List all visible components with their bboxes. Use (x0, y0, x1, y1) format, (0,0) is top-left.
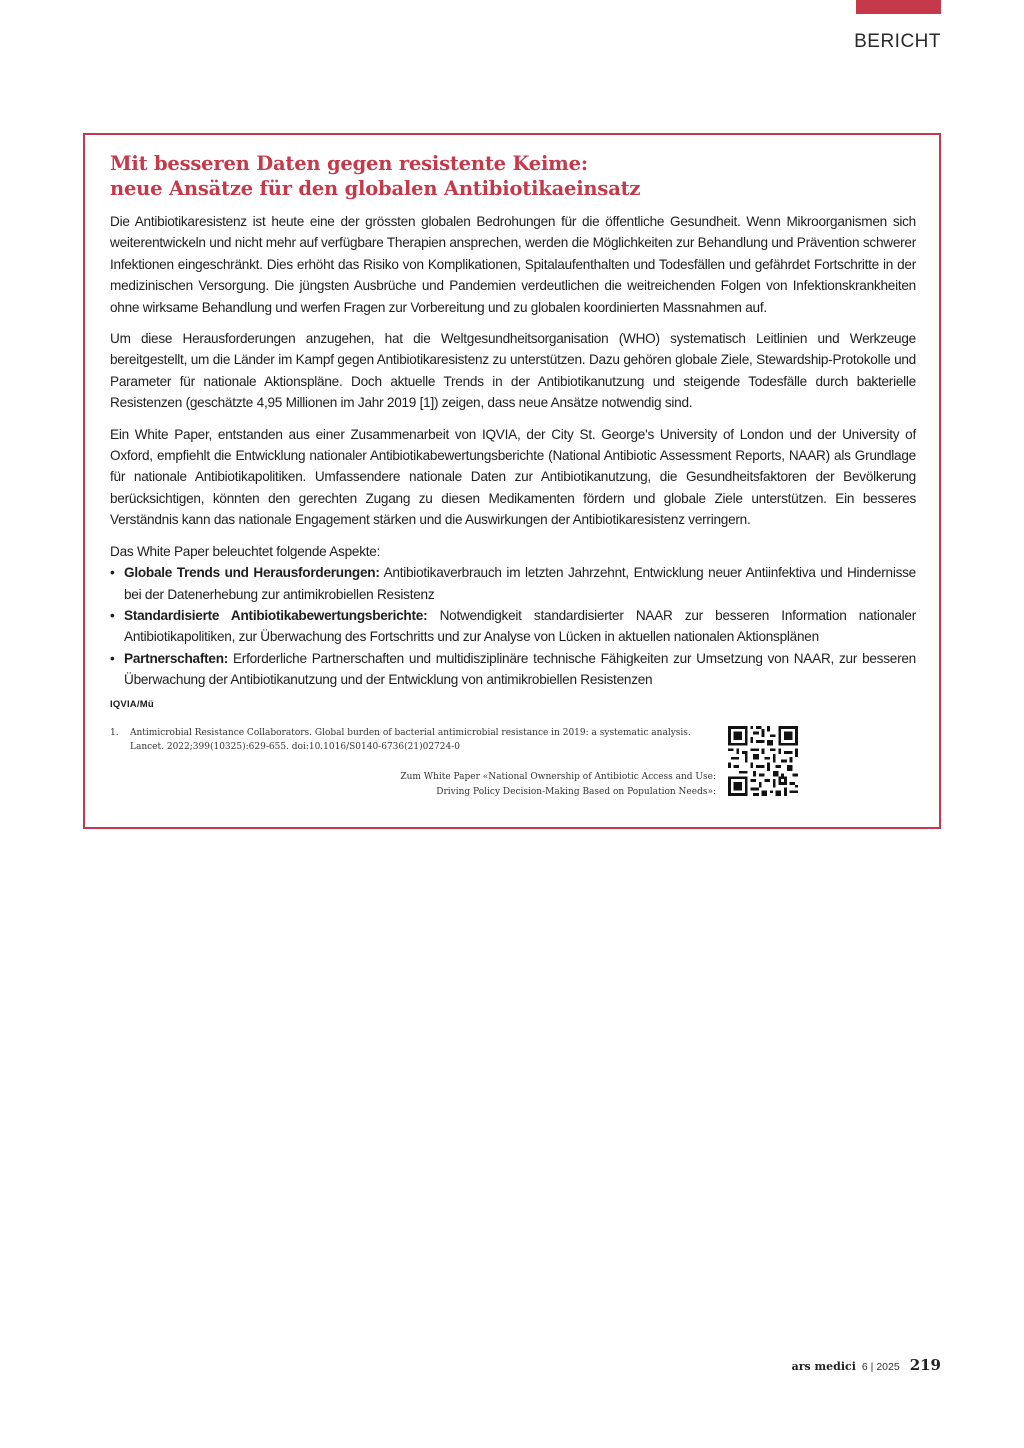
source-credit: IQVIA/Mü (110, 698, 154, 710)
journal-name: ars medici (791, 1360, 856, 1373)
aspect-heading: Globale Trends und Herausforderungen: (124, 565, 380, 581)
paragraph: Um diese Herausforderungen anzugehen, hat die Weltgesundheitsorganisation (WHO) systematisch Leitlinien und Werkzeuge bereitgestellt, um die Länder im Kampf gegen Antibiotikaresistenz zu unterstützen. Dazu gehören globale Ziele, Stewardship-Protokolle und Parameter für nationale Aktionspläne. Doch aktuelle Trends in der Antibiotikanutzung und steigende Todesfälle durch bakterielle Resistenzen (geschätzte 4,95 Millionen im Jahr 2019 [1]) zeigen, dass neue Ansätze notwendig sind. (110, 331, 916, 411)
article-title-line-1: Mit besseren Daten gegen resistente Keime: (110, 152, 588, 175)
article-box (83, 133, 941, 829)
aspect-text: Notwendigkeit standardisierter NAAR zur besseren Information nationaler Antibiotikapolitiken, zur Überwachung des Fortschritts und zur Analyse von Lücken in aktuellen nationalen Aktionsplänen (124, 607, 916, 645)
aspect-item (110, 648, 916, 691)
page-number: 219 (909, 1356, 941, 1374)
bullet-icon: • (110, 565, 115, 581)
qr-caption (336, 770, 716, 800)
aspects-intro: Das White Paper beleuchtet folgende Aspekte: (110, 543, 381, 559)
references-area (110, 726, 916, 806)
qr-caption-line-2: Driving Policy Decision-Making Based on Population Needs»: (436, 786, 716, 797)
article-title-line-2: neue Ansätze für den globalen Antibiotikaeinsatz (110, 177, 641, 200)
section-label: BERICHT (854, 31, 941, 52)
qr-caption-line-1: Zum White Paper «National Ownership of Antibiotic Access and Use: (400, 771, 716, 782)
qr-code-icon[interactable] (728, 726, 798, 796)
paragraph: Die Antibiotikaresistenz ist heute eine der grössten globalen Bedrohungen für die öffentliche Gesundheit. Wenn Mikroorganismen sich weiterentwickeln und nicht mehr auf verfügbare Therapien ansprechen, werden die Möglichkeiten zur Behandlung und Prävention schwerer Infektionen eingeschränkt. Dies erhöht das Risiko von Komplikationen, Spitalaufenthalten und Todesfällen und gefährdet Fortschritte in der medizinischen Versorgung. Die jüngsten Ausbrüche und Pandemien verdeutlichen die weitreichenden Folgen von Infektionskrankheiten ohne wirksame Behandlung und werfen Fragen zur Vorbereitung und zu globalen koordinierten Massnahmen auf. (110, 214, 916, 315)
paragraph: Ein White Paper, entstanden aus einer Zusammenarbeit von IQVIA, der City St. George's University of London und der University of Oxford, empfiehlt die Entwicklung nationaler Antibiotikabewertungsberichte (National Antibiotic Assessment Reports, NAAR) als Grundlage für nationale Antibiotikapolitiken. Umfassendere nationale Daten zur Antibiotikanutzung, die Gesundheitsfaktoren der Bevölkerung berücksichtigen, könnten den gerechten Zugang zu diesen Medikamenten fördern und globale Ziele unterstützen. Ein besseres Verständnis kann das nationale Engagement stärken und die Auswirkungen der Antibiotikaresistenz verringern. (110, 426, 916, 528)
reference-text: Antimicrobial Resistance Collaborators. Global burden of bacterial antimicrobial resistance in 2019: a systematic analysis. Lancet. 2022;399(10325):629-655. doi:10.1016/S0140-6736(21)02724-0 (130, 727, 691, 752)
aspects-list (110, 562, 916, 690)
reference-item (110, 726, 720, 754)
page-footer (792, 1356, 941, 1374)
bullet-icon: • (110, 607, 115, 623)
aspect-heading: Standardisierte Antibiotikabewertungsberichte: (124, 607, 428, 623)
aspect-heading: Partnerschaften: (124, 650, 229, 666)
aspect-item (110, 605, 916, 648)
reference-number: 1. (110, 727, 119, 738)
issue-number: 6 | 2025 (861, 1361, 900, 1373)
aspect-item (110, 562, 916, 605)
article-content (110, 151, 916, 806)
article-title (110, 151, 916, 201)
aspect-text: Erforderliche Partnerschaften und multidisziplinäre technische Fähigkeiten zur Umsetzung von NAAR, zur besseren Überwachung der Antibiotikanutzung und der Entwicklung von antimikrobiellen Resistenzen (124, 650, 916, 688)
aspect-text: Antibiotikaverbrauch im letzten Jahrzehnt, Entwicklung neuer Antiinfektiva und Hindernisse bei der Datenerhebung zur antimikrobiellen Resistenz (124, 565, 916, 602)
bullet-icon: • (110, 650, 115, 666)
section-color-tab (856, 0, 941, 14)
